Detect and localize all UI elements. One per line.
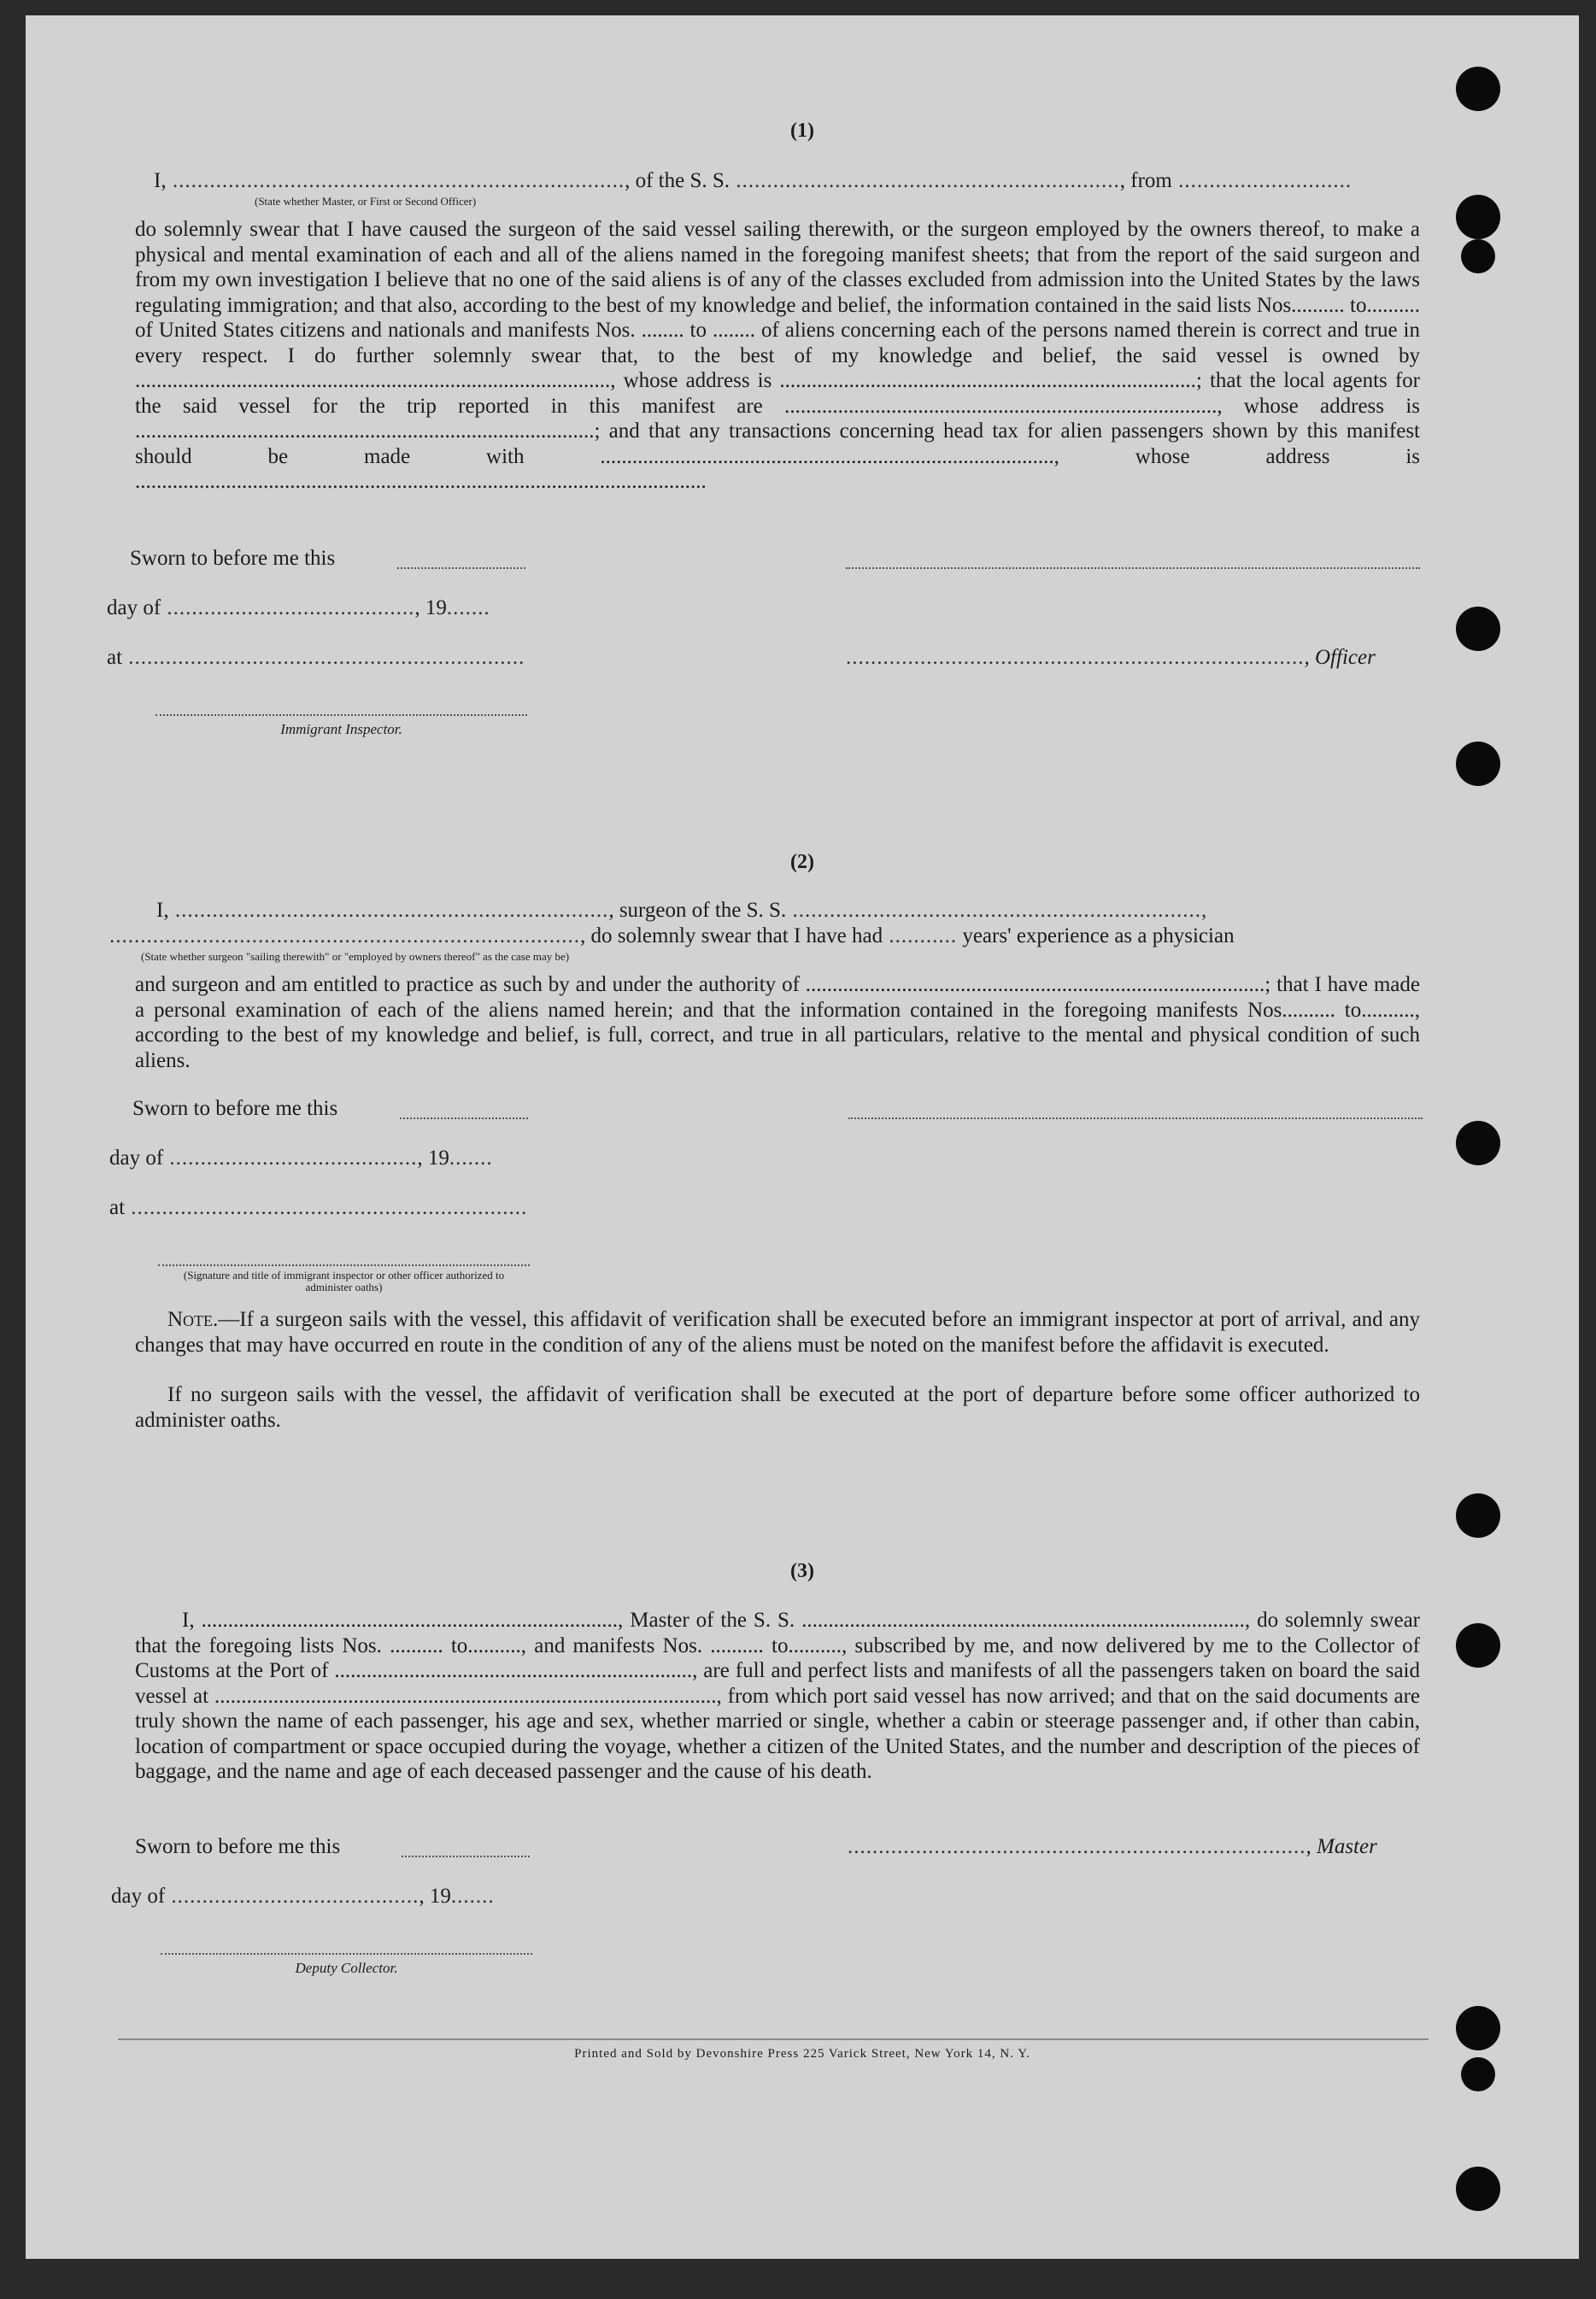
punch-hole bbox=[1456, 742, 1500, 786]
section-2-swear: , do solemnly swear that I have had bbox=[580, 924, 883, 947]
section-2-at-label: at bbox=[109, 1196, 126, 1219]
section-3-master-label: , Master bbox=[1306, 1835, 1377, 1858]
section-1-day-of: day of ........................................, 19....... bbox=[107, 596, 490, 619]
section-2-note-text: —If a surgeon sails with the vessel, this affidavit of verification shall be executed before an immigrant inspector at port of arrival, and any changes that may have occurred en route in the condition of any of the aliens must be noted on the manifest before the affidavit is executed. bbox=[135, 1308, 1420, 1357]
section-1-officer-label: , Officer bbox=[1304, 646, 1376, 669]
section-1-i: I, bbox=[154, 169, 167, 192]
section-3-year-label: , 19 bbox=[419, 1885, 451, 1908]
section-2-day-of: day of ........................................, 19....... bbox=[109, 1147, 493, 1170]
punch-hole bbox=[1456, 67, 1500, 111]
bleed-through-text bbox=[222, 84, 227, 106]
section-1-officer-line: .........................................................................., Officer bbox=[846, 646, 1376, 669]
section-2-note-label: Note. bbox=[167, 1308, 219, 1331]
section-3-body: I, .............................................................................., Master of the S. S. ..................................................................................., do solemnly swear that the foregoing lists Nos. .......... to.........., and manifests Nos. .......... to.........., subscribed by me, and now delivered by me to the Collector of Customs at the Port of ..................................................................., are full and perfect lists and manifests of all the passengers taken on board the said vessel at .............................................................................................., from which port said vessel has now arrived; and that on the said documents are truly shown the name of each passenger, his age and sex, whether married or single, whether a cabin or steerage passenger and, if other than cabin, location of compartment or space occupied during the voyage, whether a citizen of the United States, and the number and description of the pieces of baggage, and the name and age of each deceased passenger and the cause of his death. bbox=[135, 1609, 1420, 1783]
section-1-at: at ................................................................ bbox=[107, 646, 525, 669]
section-2-number: (2) bbox=[790, 851, 814, 873]
punch-hole bbox=[1456, 1623, 1500, 1668]
section-1-inspector-label: Immigrant Inspector. bbox=[280, 721, 402, 737]
section-2-years-experience: years' experience as a physician bbox=[962, 924, 1235, 947]
section-2-second-line: ............................................................................, do solemnly swear that I have had ........... years' experience as a physician bbox=[109, 924, 1235, 947]
section-2-sworn-label: Sworn to before me this bbox=[132, 1097, 338, 1120]
section-1-day-label: day of bbox=[107, 596, 161, 619]
section-1-sworn-label: Sworn to before me this bbox=[130, 547, 336, 570]
section-3-collector-label: Deputy Collector. bbox=[295, 1960, 398, 1976]
section-3-day-label: day of bbox=[111, 1885, 166, 1908]
section-1-year-label: , 19 bbox=[414, 596, 447, 619]
section-2-surgeon-signature-line bbox=[848, 1117, 1423, 1119]
section-3-master-line: .........................................................................., Master bbox=[848, 1835, 1377, 1858]
section-1-from: , from bbox=[1119, 169, 1172, 192]
section-1-body: do solemnly swear that I have caused the surgeon of the said vessel sailing therewith, or the surgeon employed by the owners thereof, to make a physical and mental examination of each and all of the aliens named in the foregoing manifest sheets; that from the report of the said surgeon and from my own investigation I believe that no one of the said aliens is of any of the classes excluded from admission into the United States by the laws regulating immigration; and that also, according to the best of my knowledge and belief, the information contained in the said lists Nos.......... to.......... of United States citizens and nationals and manifests Nos. ........ to ........ of aliens concerning each of the persons named therein is correct and true in every respect. I do further solemnly swear that, to the best of my knowledge and belief, the said vessel is owned by ........................................................................................., whose address is ..............................................................................; that the local agents for the said vessel for the trip reported in this manifest are ................................................................................., whose address is ......................................................................................; and that any transactions concerning head tax for alien passengers shown by this manifest should be made with ....................................................................................., whose address is ........................................................................................................... bbox=[135, 218, 1420, 493]
form-sheet bbox=[26, 15, 1579, 2259]
section-2-note bbox=[135, 1307, 1420, 1358]
section-1-master-signature-line bbox=[846, 567, 1420, 569]
punch-hole bbox=[1461, 2057, 1495, 2091]
printer-footer: Printed and Sold by Devonshire Press 225 Varick Street, New York 14, N. Y. bbox=[574, 2047, 1030, 2061]
punch-hole bbox=[1456, 2006, 1500, 2050]
section-2-note-2-text: If no surgeon sails with the vessel, the affidavit of verification shall be executed at the port of departure before some officer authorized to administer oaths. bbox=[135, 1383, 1420, 1432]
section-2-opening-line: I, ......................................................................, surgeon of the S. S. .................................................................., bbox=[156, 899, 1208, 922]
section-2-inspector-label: (Signature and title of immigrant inspector or other officer authorized to administer oaths) bbox=[183, 1269, 505, 1293]
section-1-number: (1) bbox=[790, 120, 814, 142]
punch-hole bbox=[1456, 1493, 1500, 1538]
section-1-opening-line: I, ........................................................................., of the S. S. .............................................................., from ............................ bbox=[154, 169, 1352, 192]
section-2-inspector-line bbox=[158, 1264, 530, 1266]
section-2-day-label: day of bbox=[109, 1147, 164, 1170]
section-2-year-label: , 19 bbox=[417, 1147, 449, 1170]
section-1-inspector-line bbox=[155, 714, 527, 716]
section-2-at: at ................................................................ bbox=[109, 1196, 528, 1219]
punch-hole bbox=[1461, 239, 1495, 273]
section-2-sworn-line bbox=[400, 1117, 528, 1119]
section-2-surgeon-of-ss: , surgeon of the S. S. bbox=[608, 899, 787, 922]
section-2-body: and surgeon and am entitled to practice as such by and under the authority of ......................................................................................; that I have made a personal examination of each of the aliens named herein; and that the information contained in the foregoing manifests Nos.......... to.........., according to the best of my knowledge and belief, is full, correct, and true in all particulars, relative to the mental and physical condition of such aliens. bbox=[135, 973, 1420, 1072]
section-3-sworn-label: Sworn to before me this bbox=[135, 1835, 341, 1858]
punch-hole bbox=[1456, 1121, 1500, 1165]
section-1-sworn-line bbox=[397, 567, 525, 569]
section-2-i: I, bbox=[156, 899, 169, 922]
punch-hole bbox=[1456, 195, 1500, 239]
section-1-of-ss: , of the S. S. bbox=[625, 169, 731, 192]
section-3-collector-line bbox=[161, 1953, 532, 1955]
section-1-at-label: at bbox=[107, 646, 123, 669]
footer-rule bbox=[118, 2038, 1429, 2040]
section-3-number: (3) bbox=[790, 1560, 814, 1582]
punch-hole bbox=[1456, 2167, 1500, 2211]
punch-hole bbox=[1456, 607, 1500, 651]
section-3-day-of: day of ........................................, 19....... bbox=[111, 1885, 495, 1908]
section-3-sworn-line bbox=[402, 1856, 530, 1857]
section-1-officer-note: (State whether Master, or First or Second Officer) bbox=[255, 195, 477, 208]
section-2-surgeon-note: (State whether surgeon "sailing therewith" or "employed by owners thereof" as the case may be) bbox=[141, 950, 570, 963]
section-2-note-2 bbox=[135, 1382, 1420, 1433]
